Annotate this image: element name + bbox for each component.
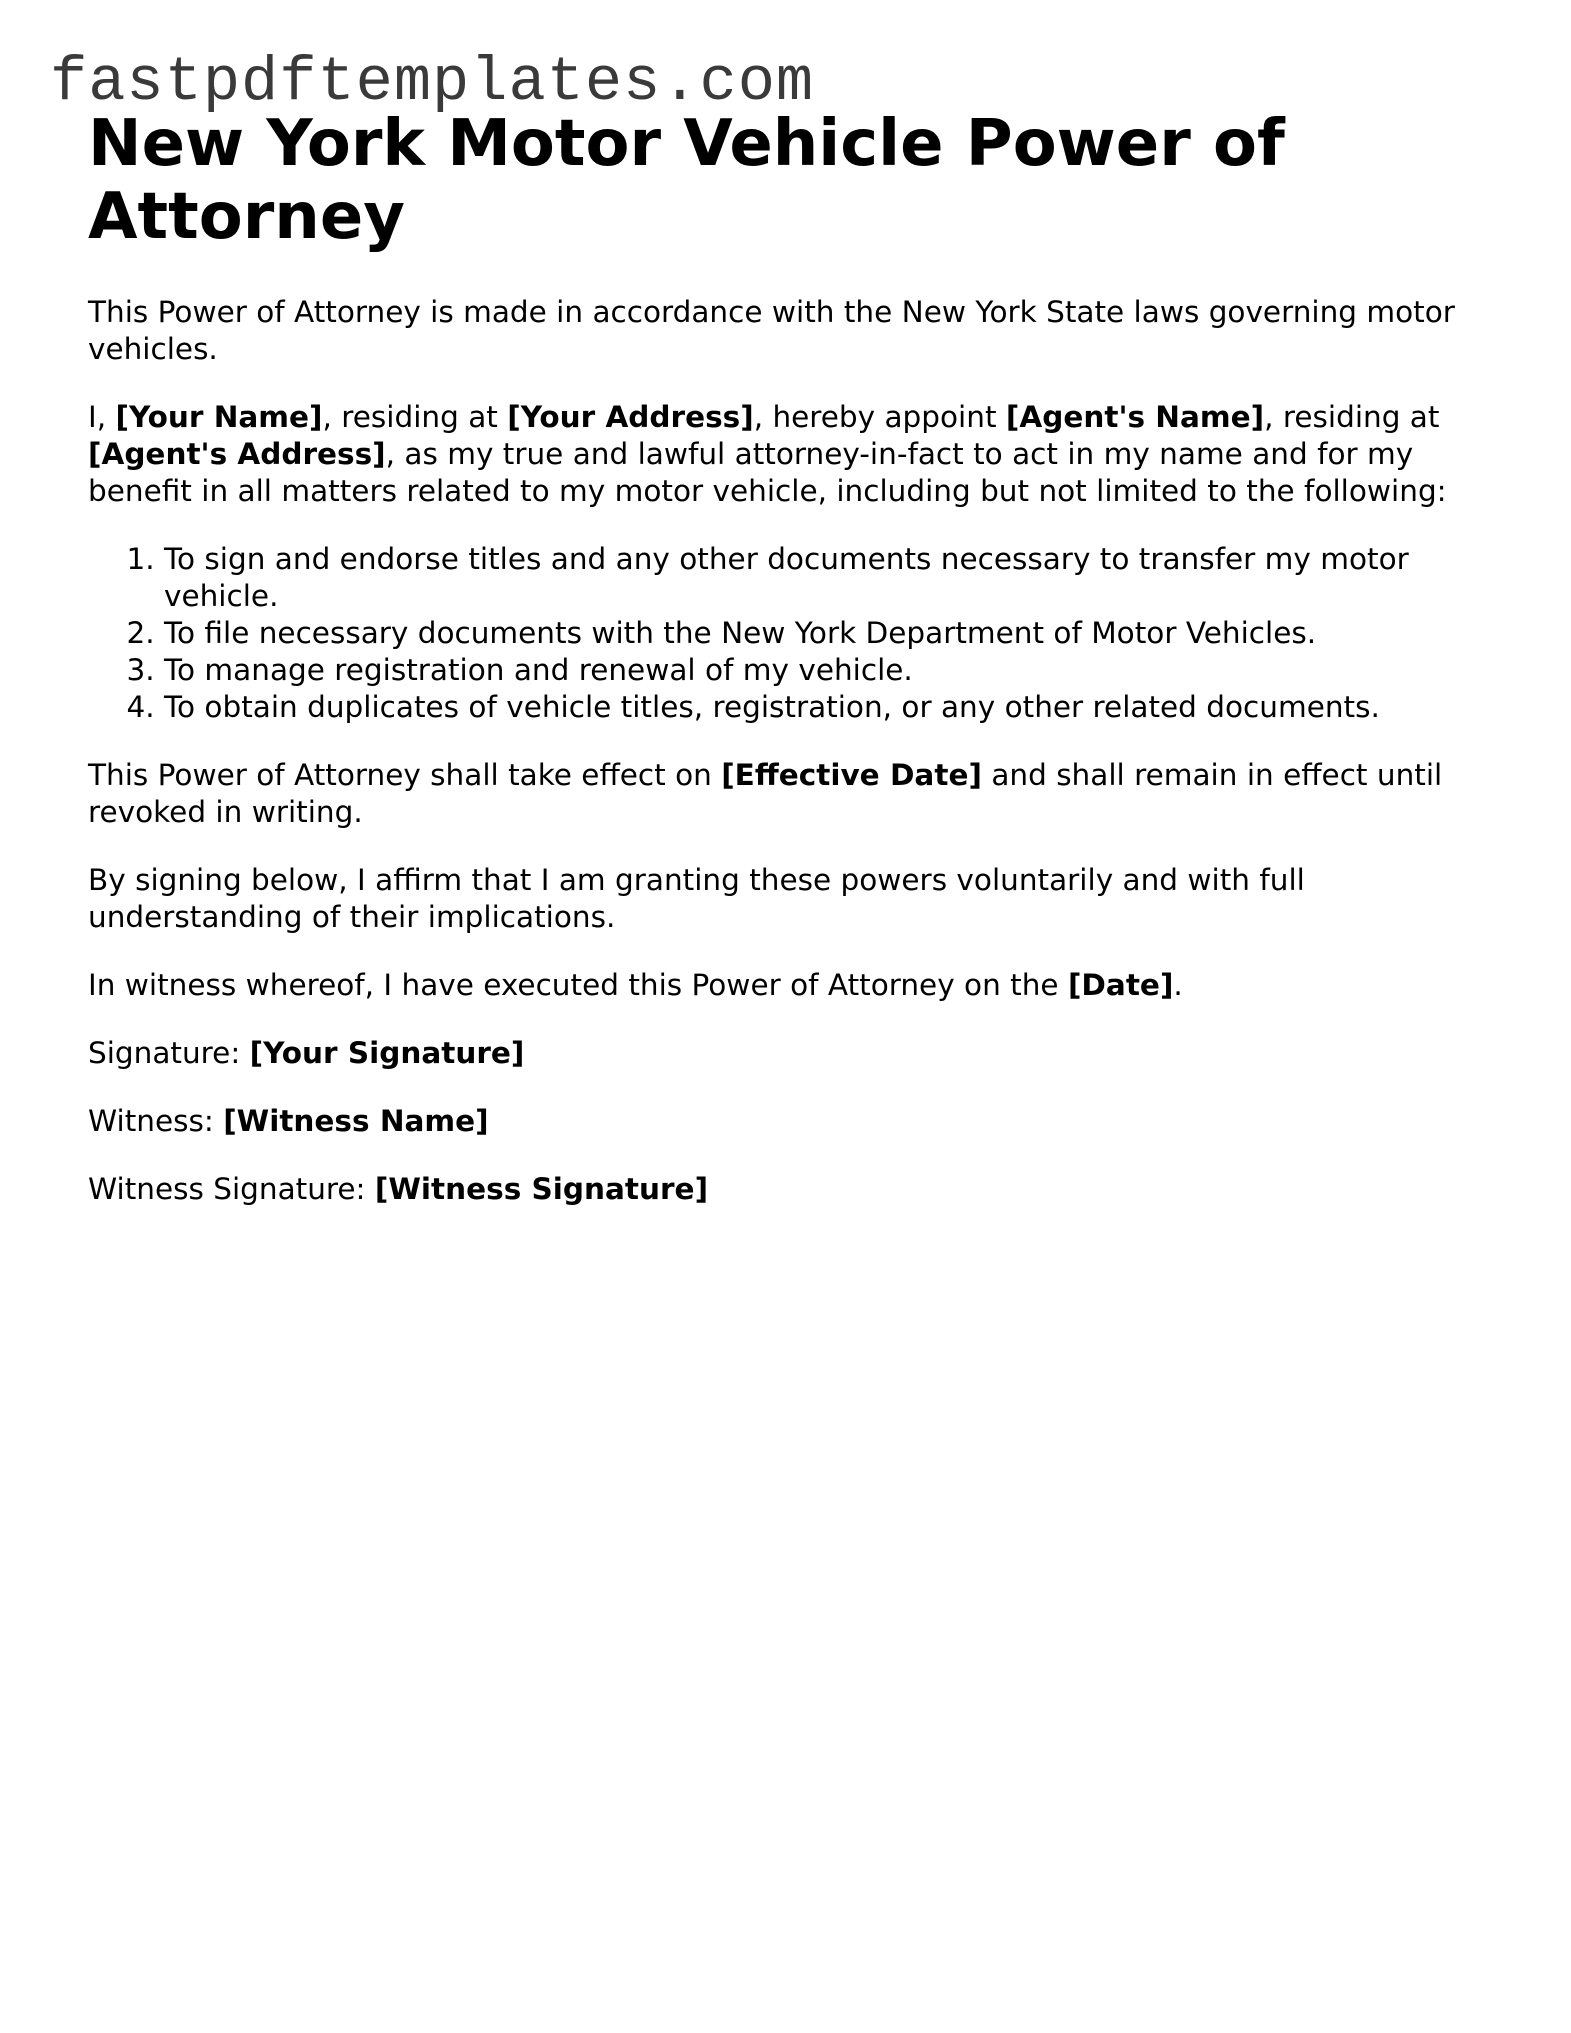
witness-name-placeholder: [Witness Name]	[223, 1104, 489, 1138]
effective-date-paragraph: This Power of Attorney shall take effect on [Effective Date] and shall remain in effect until revoked in writing.	[88, 758, 1443, 829]
signature-placeholder: [Your Signature]	[249, 1036, 525, 1070]
document-body	[88, 108, 1488, 1239]
list-item: 4. To obtain duplicates of vehicle titles, registration, or any other related documents.	[164, 689, 1488, 726]
signature-line: Signature: [Your Signature]	[88, 1036, 525, 1070]
your-address-placeholder: [Your Address]	[507, 400, 754, 434]
appointment-paragraph: I, [Your Name], residing at [Your Address], hereby appoint [Agent's Name], residing at [Agent's Address], as my true and lawful attorney-in-fact to act in my name and for my benefit in all matters related to my motor vehicle, including but not limited to the following:	[88, 400, 1447, 508]
intro-paragraph: This Power of Attorney is made in accordance with the New York State laws governing motor vehicles.	[88, 295, 1455, 366]
date-placeholder: [Date]	[1067, 968, 1174, 1002]
powers-list	[88, 541, 1488, 726]
affirmation-paragraph: By signing below, I affirm that I am granting these powers voluntarily and with full understanding of their implications.	[88, 863, 1305, 934]
document-title: New York Motor Vehicle Power of Attorney	[88, 107, 1285, 254]
your-name-placeholder: [Your Name]	[115, 400, 323, 434]
site-watermark: fastpdftemplates.com	[50, 47, 815, 118]
witness-line: Witness: [Witness Name]	[88, 1104, 489, 1138]
witness-signature-placeholder: [Witness Signature]	[374, 1172, 709, 1206]
list-item: 3. To manage registration and renewal of my vehicle.	[164, 652, 1488, 689]
list-item: 1. To sign and endorse titles and any other documents necessary to transfer my motor vehicle.	[164, 541, 1488, 615]
effective-date-placeholder: [Effective Date]	[721, 758, 982, 792]
agent-name-placeholder: [Agent's Name]	[1005, 400, 1265, 434]
agent-address-placeholder: [Agent's Address]	[88, 437, 386, 471]
list-item: 2. To file necessary documents with the New York Department of Motor Vehicles.	[164, 615, 1488, 652]
witness-signature-line: Witness Signature: [Witness Signature]	[88, 1172, 709, 1206]
witness-clause-paragraph: In witness whereof, I have executed this Power of Attorney on the [Date].	[88, 968, 1183, 1002]
